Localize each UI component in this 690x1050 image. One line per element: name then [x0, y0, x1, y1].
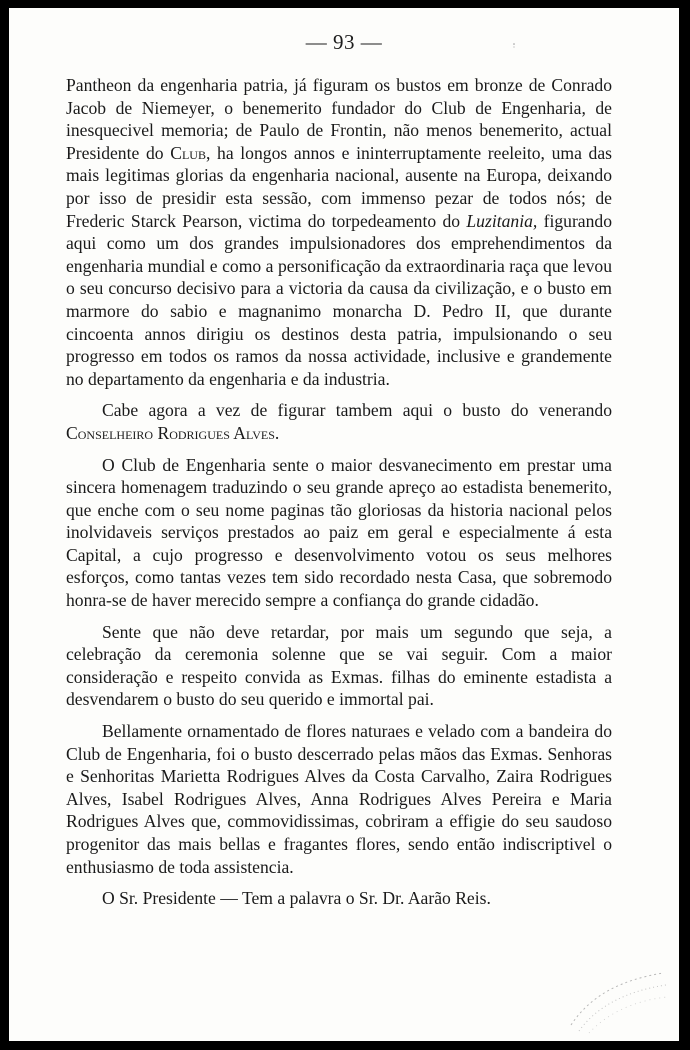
paragraph-text: Sente que não deve retardar, por mais um segundo que seja, a celebração da ceremonia solenne que se vai seguir. Com a maior consideração e respeito convida as Exmas. filhas do eminente estadista a desvendarem o busto do seu querido e immortal pai.	[66, 621, 612, 710]
club-abbrev: Club	[170, 142, 206, 163]
speaker-label: O Sr. Presidente —	[102, 888, 242, 908]
paragraph-text: Cabe agora a vez de figurar tambem aqui o busto do venerando	[102, 400, 612, 421]
paragraph-text-end: figurando aqui como um dos grandes impulsionadores dos emprehendimentos da engenharia mundial e como a personificação da extraordinaria raça que levou o seu concurso decisivo para a victoria da causa da civilização, e o busto em marmore do sabio e magnanimo monarcha D. Pedro II, que durante cincoenta annos dirigiu os destinos desta patria, impulsionando o seu progresso em todos os ramos da nossa actividade, inclusive e grandemente no departamento da engenharia e da industria.	[66, 210, 613, 389]
paragraph-pantheon	[66, 74, 612, 390]
ink-speck	[512, 42, 516, 48]
paragraph-tail: .	[274, 422, 280, 443]
paragraph-club-homage	[66, 454, 612, 612]
page-number: — 93 —	[305, 30, 383, 54]
paragraph-text-cont: , ha longos annos e ininterruptamente reeleito, uma das mais legitimas glorias da engenharia nacional, ausente na Europa, deixando por isso de presidir esta sessão, com immenso pezar de todos nós; de Frederic Starck Pearson, victima do torpedeamento do	[66, 142, 613, 231]
paragraph-ceremony	[66, 621, 612, 711]
paragraph-text: Pantheon da engenharia patria, já figuram os bustos em bronze de Conrado Jacob de Niemeyer, o benemerito fundador do Club de Engenharia, de inesquecivel memoria; de Paulo de Frontin, não menos benemerito, actual Presidente do	[66, 75, 612, 163]
paragraph-bust-turn	[66, 399, 612, 444]
document-page	[9, 8, 679, 1041]
paper-smudge	[551, 965, 671, 1035]
speech-text: Tem a palavra o Sr. Dr. Aarão Reis.	[241, 888, 491, 909]
body-text	[66, 74, 612, 910]
paragraph-text: O Club de Engenharia sente o maior desvanecimento em prestar uma sincera homenagem traduzindo o seu grande apreço ao estadista benemerito, que enche com o seu nome paginas tão gloriosas da historia nacional pelos inolvidaveis serviços prestados ao paiz em geral e especialmente á esta Capital, a cujo progresso e desenvolvimento votou os seus melhores esforços, como tantas vezes tem sido recordado nesta Casa, que sobremodo honra-se de haver merecido sempre a confiança do grande cidadão.	[66, 454, 612, 611]
paragraph-text: Bellamente ornamentado de flores naturaes e velado com a bandeira do Club de Engenharia, foi o busto descerrado pelas mãos das Exmas. Senhoras e Senhoritas Marietta Rodrigues Alves da Costa Carvalho, Zaira Rodrigues Alves, Isabel Rodrigues Alves, Anna Rodrigues Alves Pereira e Maria Rodrigues Alves que, commovidissimas, cobriram a effigie do seu saudoso progenitor das mais bellas e fragantes flores, sendo então indiscriptivel o enthusiasmo de toda assistencia.	[66, 721, 612, 877]
ship-name: Luzitania,	[466, 210, 538, 231]
honoree-name: Conselheiro Rodrigues Alves	[66, 422, 275, 443]
closing-line	[66, 887, 612, 910]
paragraph-unveiling	[66, 720, 612, 878]
